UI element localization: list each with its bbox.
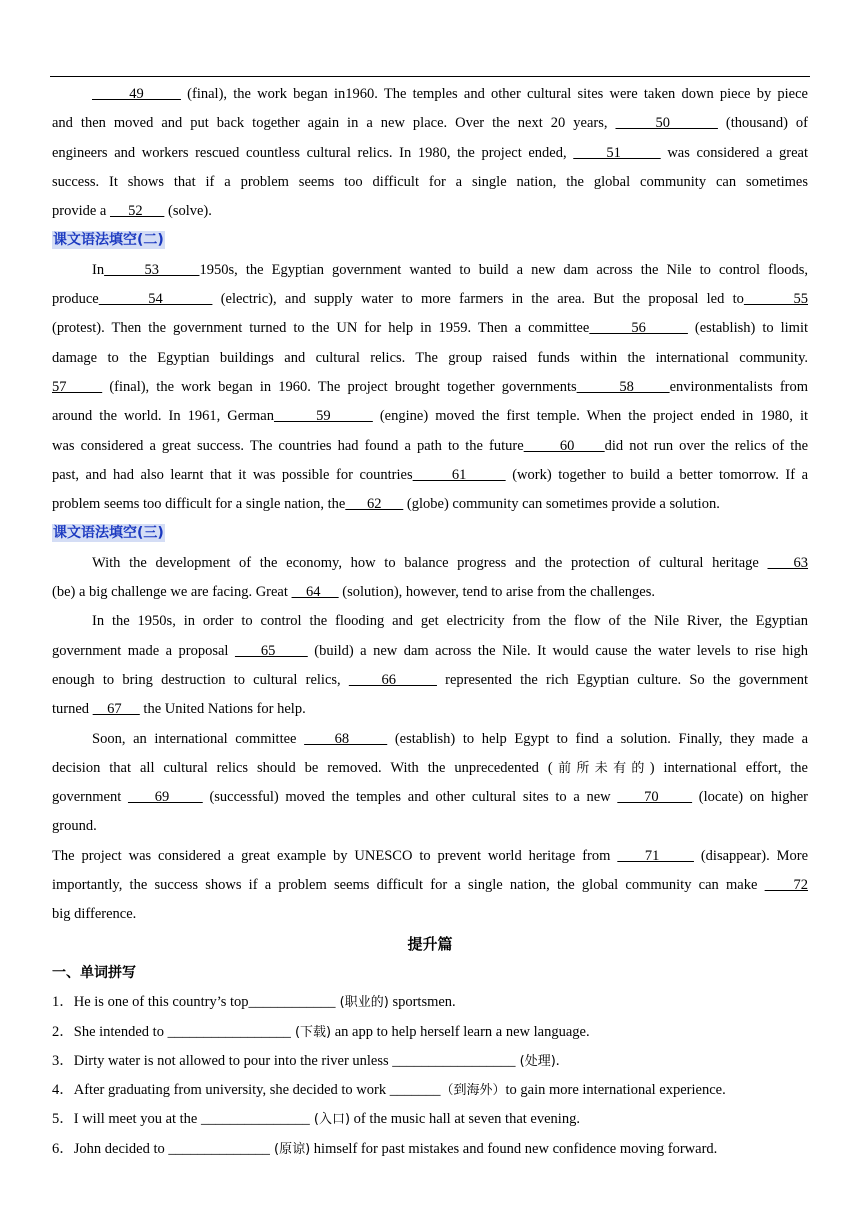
paragraph-line: turned 67 the United Nations for help. [52,701,306,718]
blank-71: 71 [617,847,694,864]
document-content [52,80,808,1164]
paragraph-line: Soon, an international committee 68 (establish) to help Egypt to find a solution. Finally, they made a [92,730,809,747]
item-text: himself for past mistakes and found new confidence moving forward. [310,1140,718,1157]
paragraph-line: enough to bring destruction to cultural relics, 66 represented the rich Egyptian culture. So the government [52,671,808,688]
paragraph-line: (be) a big challenge we are facing. Great 64 (solution), however, tend to arise from the challenges. [52,584,655,601]
paragraph-line: engineers and workers rescued countless cultural relics. In 1980, the project ended, 51 was considered a great [52,144,808,161]
blank-60: 60 [523,437,605,454]
blank-59: 59 [273,408,373,425]
paragraph-line: (protest). Then the government turned to the UN for help in 1959. Then a committee 56 (establish) to limit [52,320,809,337]
spelling-items [52,988,808,1164]
blank-61: 61 [412,466,506,483]
blank-50: 50 [615,115,718,132]
blank-62: 62 [345,496,404,513]
blank-69: 69 [127,789,203,806]
blank-53: 53 [104,261,200,278]
answer-blank[interactable]: _______________ [201,1111,310,1128]
blank-49: 49 [92,86,181,102]
item-text: to gain more international experience. [505,1082,726,1099]
answer-blank[interactable]: ______________ [168,1140,270,1157]
blank-66: 66 [348,671,437,688]
item-number: 1． [52,994,74,1011]
paragraph-line: provide a 52 (solve). [52,203,212,220]
paragraph-line: around the world. In 1961, German 59 (engine) moved the first temple. When the project ended in 1980, it [52,408,809,425]
chinese-hint: (处理) [515,1053,556,1069]
spelling-item [52,1105,808,1134]
item-text: I will meet you at the [73,1111,201,1128]
spelling-item [52,1047,808,1076]
blank-64: 64 [291,584,339,601]
chinese-hint: (下载) [290,1024,332,1040]
section-heading-2: 课文语法填空(二) [53,232,164,249]
blank-65: 65 [234,642,308,659]
item-text: Dirty water is not allowed to pour into the river unless [73,1052,393,1069]
header-rule [50,76,810,77]
blank-56: 56 [589,320,688,337]
blank-70: 70 [617,789,693,806]
item-number: 6． [52,1140,74,1157]
part-title-spelling: 一、单词拼写 [52,964,136,981]
paragraph-line: and then moved and put back together again in a new place. Over the next 20 years, 50 (thousand) of [52,115,809,132]
item-text: an app to help herself learn a new language. [331,1023,590,1040]
blank-68: 68 [304,730,388,747]
spelling-item [52,1135,808,1164]
answer-blank[interactable]: _________________ [392,1052,516,1069]
paragraph-line: was considered a great success. The countries had found a path to the future 60 did not run over the relics of the [52,437,809,454]
spelling-item [52,1076,808,1105]
paragraph-line: With the development of the economy, how to balance progress and the protection of cultural heritage 63 [92,554,809,571]
blank-67: 67 [92,701,140,718]
item-text: of the music hall at seven that evening. [350,1111,580,1128]
blank-58: 58 [576,378,670,395]
paragraph-line: 57 (final), the work began in 1960. The project brought together governments 58 environmentalists from [52,378,809,395]
item-text: sportsmen. [388,994,456,1011]
paragraph-line: ground. [52,818,97,835]
item-text: After graduating from university, she decided to work [73,1082,390,1099]
spelling-item [52,1018,808,1047]
item-number: 3． [52,1052,74,1069]
item-text: She intended to [73,1023,168,1040]
blank-63: 63 [767,554,809,571]
answer-blank[interactable]: _______ [389,1082,441,1099]
section-heading-3: 课文语法填空(三) [53,525,164,542]
blank-52: 52 [109,203,165,220]
item-text: He is one of this country’s top [73,994,249,1011]
chinese-hint: (原谅) [269,1141,311,1157]
blank-55: 55 [743,291,808,308]
item-text: . [555,1052,560,1069]
spelling-item [52,988,808,1017]
paragraph-line: In 53 1950s, the Egyptian government wanted to build a new dam across the Nile to control floods, [92,261,809,278]
chinese-hint: (职业的) [335,995,389,1011]
chinese-hint: （到海外） [440,1083,506,1099]
blank-57: 57 [52,378,103,395]
answer-blank[interactable]: ____________ [248,994,336,1011]
paragraph-line: The project was considered a great example by UNESCO to prevent world heritage from 71 (disappear). More [52,847,809,864]
paragraph-line: 49 (final), the work began in1960. The temples and other cultural sites were taken down piece by piece [92,86,808,102]
answer-blank[interactable]: _________________ [167,1023,291,1040]
paragraph-line: produce 54 (electric), and supply water to more farmers in the area. But the proposal led to 55 [52,291,808,308]
item-number: 5． [52,1111,74,1128]
paragraph-line: problem seems too difficult for a single nation, the 62 (globe) community can sometimes provide a solution. [52,496,720,513]
item-number: 2． [52,1023,74,1040]
chinese-hint: (入口) [309,1112,351,1128]
paragraph-line: decision that all cultural relics should be removed. With the unprecedented (前所未有的) international effort, the [52,759,808,776]
item-text: John decided to [73,1140,169,1157]
blank-51: 51 [573,144,661,161]
paragraph-line: government made a proposal 65 (build) a new dam across the Nile. It would cause the water levels to rise high [52,642,809,659]
paragraph-line: damage to the Egyptian buildings and cultural relics. The group raised funds within the international community. [52,349,808,366]
paragraph-line: past, and had also learnt that it was possible for countries 61 (work) together to build a better tomorrow. If a [52,466,809,483]
blank-72: 72 [764,877,809,894]
paragraph-line: success. It shows that if a problem seems too difficult for a single nation, the global community can sometimes [52,173,808,190]
blank-54: 54 [98,291,213,308]
paragraph-line: In the 1950s, in order to control the flooding and get electricity from the flow of the Nile River, the Egyptian [92,613,808,630]
paragraph-line: government 69 (successful) moved the temples and other cultural sites to a new 70 (locate) on higher [52,789,809,806]
paragraph-line: big difference. [52,906,137,923]
item-number: 4． [52,1082,74,1099]
paragraph-line: importantly, the success shows if a problem seems difficult for a single nation, the global community can make 72 [52,877,809,894]
section-heading-upgrade: 提升篇 [407,934,453,953]
